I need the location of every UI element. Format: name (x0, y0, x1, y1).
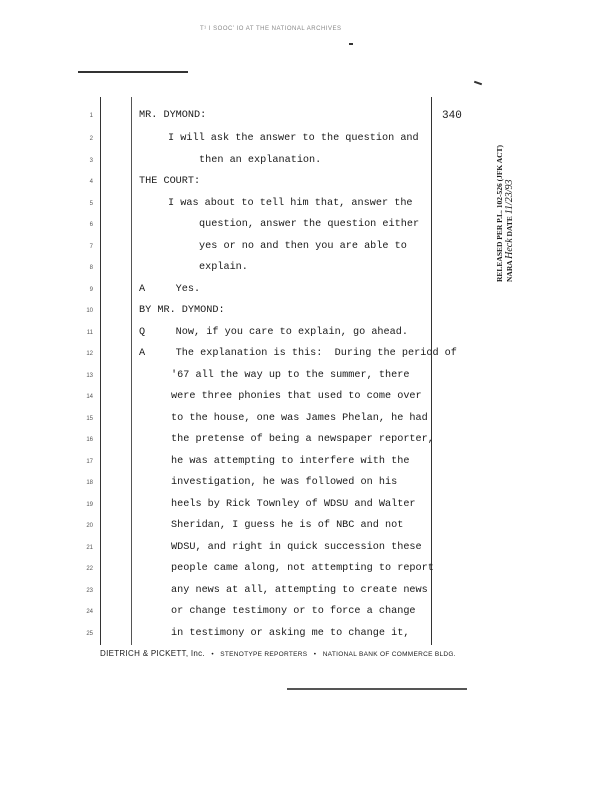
transcript-line: I was about to tell him that, answer the (168, 198, 413, 209)
corner-mark (474, 81, 482, 86)
line-number: 20 (86, 523, 93, 529)
line-number: 7 (89, 244, 93, 250)
transcript-line: yes or no and then you are able to (199, 241, 407, 252)
stamp-date-label: DATE (505, 216, 514, 237)
line-number: 24 (86, 609, 93, 615)
page-number: 340 (442, 110, 462, 122)
stamp-signature: Heck (504, 238, 515, 259)
transcript-line: he was attempting to interfere with the (171, 456, 410, 467)
footer-reporters: STENOTYPE REPORTERS (220, 651, 308, 658)
margin-rule-left (100, 97, 101, 645)
firm-name: DIETRICH & PICKETT, Inc. (100, 649, 205, 658)
transcript-line: were three phonies that used to come over (171, 391, 422, 402)
line-number: 10 (86, 308, 93, 314)
line-number: 4 (89, 179, 93, 185)
line-number: 5 (89, 201, 93, 207)
footer-separator: • (211, 651, 214, 658)
transcript-line: A The explanation is this: During the period of (139, 348, 457, 359)
line-number: 23 (86, 588, 93, 594)
transcript-line: WDSU, and right in quick succession these (171, 542, 422, 553)
release-stamp (495, 144, 515, 283)
transcript-line: MR. DYMOND: (139, 110, 207, 121)
line-number: 18 (86, 480, 93, 486)
transcript-line: to the house, one was James Phelan, he had (171, 413, 428, 424)
line-number: 12 (86, 351, 93, 357)
transcript-line: heels by Rick Townley of WDSU and Walter (171, 499, 416, 510)
transcript-line: any news at all, attempting to create news (171, 585, 428, 596)
archive-header: T¹ I SOOC’ IO AT THE NATIONAL ARCHIVES (200, 26, 342, 32)
footer-separator: • (313, 651, 317, 658)
line-number: 17 (86, 459, 93, 465)
line-number: 19 (86, 502, 93, 508)
stamp-nara: NARA (505, 260, 514, 282)
line-number: 21 (86, 545, 93, 551)
line-number: 16 (86, 437, 93, 443)
transcript-line: '67 all the way up to the summer, there (171, 370, 410, 381)
line-number: 11 (86, 330, 93, 336)
line-number: 15 (86, 416, 93, 422)
transcript-line: I will ask the answer to the question and (168, 133, 419, 144)
release-stamp-text (495, 132, 515, 282)
transcript-line: A Yes. (139, 284, 201, 295)
transcript-line: the pretense of being a newspaper reporter, (171, 434, 434, 445)
release-stamp-line1: RELEASED PER P.L. 102-526 (JFK ACT) (495, 144, 504, 282)
line-number: 13 (86, 373, 93, 379)
header-rule (78, 71, 188, 73)
transcript-line: explain. (199, 262, 248, 273)
line-number: 1 (89, 113, 93, 119)
transcript-line: question, answer the question either (199, 219, 420, 230)
transcript-line: or change testimony or to force a change (171, 606, 416, 617)
reporter-footer (100, 649, 456, 658)
line-number: 22 (86, 566, 93, 572)
transcript-line: Q Now, if you care to explain, go ahead. (139, 327, 408, 338)
line-number: 8 (89, 265, 93, 271)
footer-bank: NATIONAL BANK OF COMMERCE BLDG. (322, 651, 456, 658)
line-number: 2 (89, 136, 93, 142)
transcript-line: in testimony or asking me to change it, (171, 628, 410, 639)
line-number: 6 (89, 222, 93, 228)
transcript-line: THE COURT: (139, 176, 201, 187)
bottom-rule (287, 688, 467, 690)
speck-mark (349, 43, 353, 45)
stamp-date: 11/23/93 (504, 179, 515, 215)
margin-rule-inner (131, 97, 132, 645)
line-number: 3 (89, 158, 93, 164)
line-number: 14 (86, 394, 93, 400)
transcript-line: then an explanation. (199, 155, 322, 166)
transcript-line: people came along, not attempting to report (171, 563, 434, 574)
release-stamp-line2 (505, 132, 515, 282)
transcript-line: investigation, he was followed on his (171, 477, 398, 488)
line-number: 9 (89, 287, 93, 293)
transcript-line: BY MR. DYMOND: (139, 305, 225, 316)
line-number: 25 (86, 631, 93, 637)
transcript-line: Sheridan, I guess he is of NBC and not (171, 520, 404, 531)
